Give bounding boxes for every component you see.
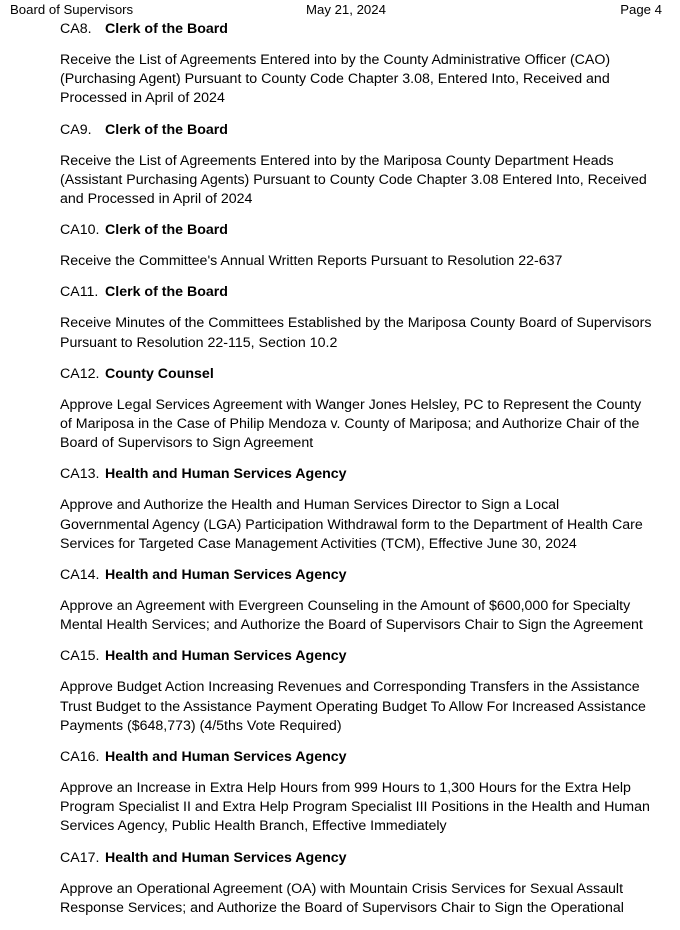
agenda-item-heading — [60, 465, 660, 484]
item-description: Receive the List of Agreements Entered into by the Mariposa County Department Heads (Assistant Purchasing Agents) Pursuant to County Code Chapter 3.08 Entered Into, Received and Processed in April of 2024 — [60, 152, 647, 208]
item-department: Clerk of the Board — [105, 121, 228, 138]
item-description: Approve Legal Services Agreement with Wanger Jones Helsley, PC to Represent the County of Mariposa in the Case of Philip Mendoza v. County of Mariposa; and Authorize Chair of the Board of Supervisors to Sign Agreement — [60, 396, 642, 452]
item-department: Clerk of the Board — [105, 21, 228, 37]
agenda-item-ca14 — [60, 566, 660, 635]
item-department: County Counsel — [105, 365, 214, 382]
agenda-item-heading — [60, 20, 660, 39]
header-body-name: Board of Supervisors — [10, 2, 134, 17]
item-description: Approve an Operational Agreement (OA) with Mountain Crisis Services for Sexual Assault Response Services; and Authorize the Board of Supervisors Chair to Sign the Operational — [60, 880, 624, 916]
item-number: CA16. — [60, 749, 100, 766]
header-meeting-date: May 21, 2024 — [306, 2, 386, 17]
agenda-item-ca17 — [60, 849, 660, 918]
header-page-number: Page 4 — [620, 2, 662, 17]
agenda-item-heading — [60, 748, 660, 767]
item-department: Clerk of the Board — [105, 222, 228, 239]
item-description: Approve and Authorize the Health and Human Services Director to Sign a Local Governmental Agency (LGA) Participation Withdrawal form to the Department of Health Care Services for Targeted Case Management Activities (TCM), Effective June 30, 2024 — [60, 497, 643, 552]
item-department: Health and Human Services Agency — [105, 749, 347, 766]
agenda-item-heading — [60, 283, 660, 302]
item-description: Approve Budget Action Increasing Revenues and Corresponding Transfers in the Assistance Trust Budget to the Assistance Payment Operating Budget To Allow For Increased Assistance Payments ($648,773) (4/5ths Vote Required) — [60, 679, 646, 734]
item-number: CA9. — [60, 121, 92, 138]
item-department: Health and Human Services Agency — [105, 466, 347, 483]
agenda-item-heading — [60, 365, 660, 384]
item-description: Approve an Agreement with Evergreen Counseling in the Amount of $600,000 for Specialty Mental Health Services; and Authorize the Board of Supervisors Chair to Sign the Agreement — [60, 598, 643, 634]
agenda-item-ca10 — [60, 221, 660, 271]
page-header — [10, 1, 662, 19]
agenda-item-heading — [60, 566, 660, 585]
agenda-item-ca9 — [60, 121, 660, 210]
agenda-item-ca8 — [60, 20, 660, 109]
item-description: Receive the List of Agreements Entered into by the County Administrative Officer (CAO) (Purchasing Agent) Pursuant to County Code Chapter 3.08, Entered Into, Received and Processed in April of 2024 — [60, 52, 611, 107]
agenda-item-ca12 — [60, 365, 660, 454]
agenda-item-ca11 — [60, 283, 660, 352]
agenda-item-heading — [60, 849, 660, 868]
agenda-item-heading — [60, 121, 660, 140]
item-department: Health and Human Services Agency — [105, 648, 347, 665]
consent-agenda-list — [60, 20, 660, 930]
item-department: Clerk of the Board — [105, 284, 228, 301]
item-number: CA15. — [60, 648, 100, 665]
item-description: Receive the Committee's Annual Written Reports Pursuant to Resolution 22-637 — [60, 253, 563, 270]
agenda-item-heading — [60, 221, 660, 240]
item-department: Health and Human Services Agency — [105, 567, 347, 584]
agenda-item-ca15 — [60, 647, 660, 736]
item-number: CA10. — [60, 222, 100, 239]
item-number: CA17. — [60, 849, 100, 866]
item-number: CA12. — [60, 365, 100, 382]
item-number: CA13. — [60, 466, 100, 483]
item-description: Receive Minutes of the Committees Established by the Mariposa County Board of Supervisors Pursuant to Resolution 22-115, Section 10.2 — [60, 315, 652, 351]
item-number: CA11. — [60, 284, 99, 301]
item-number: CA8. — [60, 21, 92, 37]
agenda-item-ca13 — [60, 465, 660, 554]
agenda-item-heading — [60, 647, 660, 666]
agenda-item-ca16 — [60, 748, 660, 837]
item-description: Approve an Increase in Extra Help Hours from 999 Hours to 1,300 Hours for the Extra Help Program Specialist II and Extra Help Program Specialist III Positions in the Health and Human Services Agency, Public Health Branch, Effective Immediately — [60, 780, 650, 835]
item-number: CA14. — [60, 567, 100, 584]
item-department: Health and Human Services Agency — [105, 849, 347, 866]
